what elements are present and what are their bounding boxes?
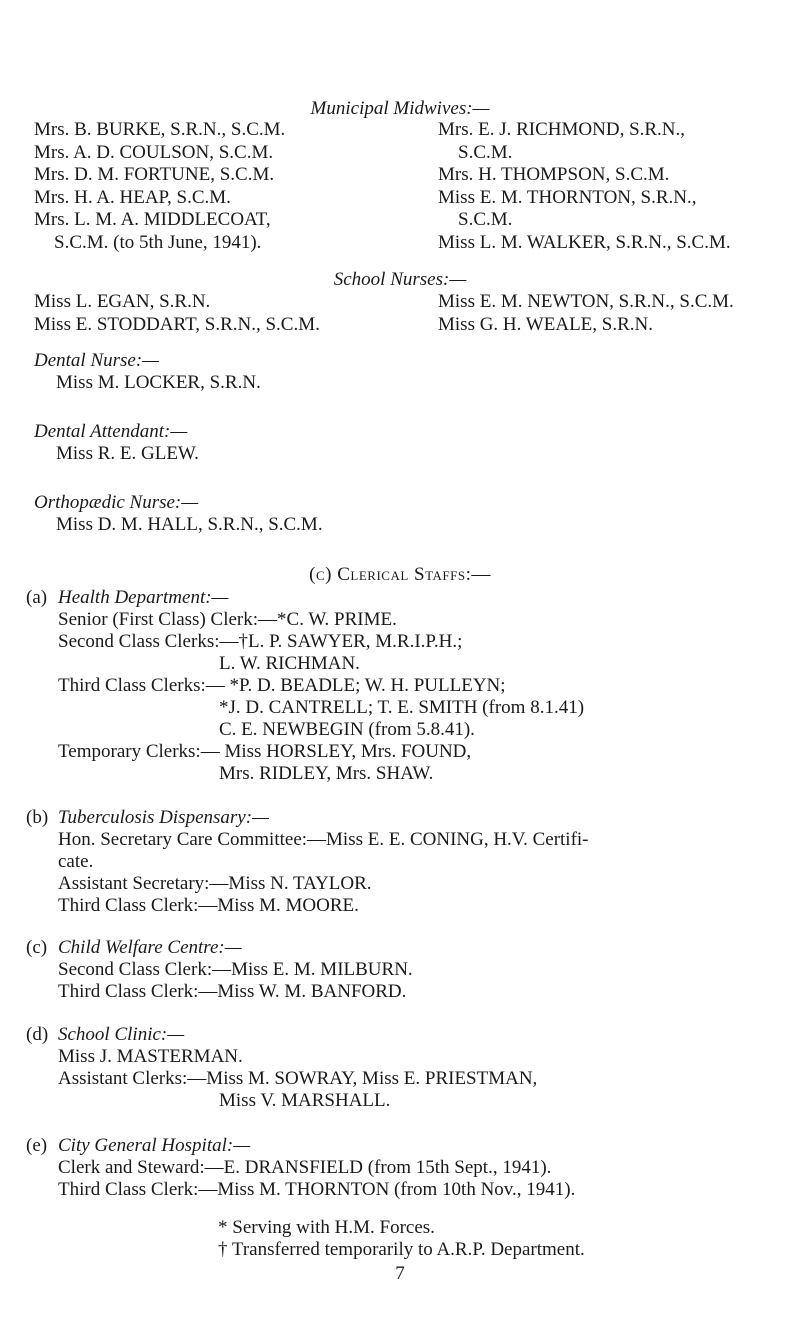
dental-nurse-heading: Dental Nurse:— — [34, 350, 160, 371]
nurse-entry: Miss E. M. NEWTON, S.R.N., S.C.M. — [438, 291, 734, 312]
clerical-staffs-heading: (c) Clerical Staffs:— — [309, 564, 491, 585]
tuberculosis-dispensary-title: Tuberculosis Dispensary:— — [58, 807, 269, 828]
clerk-line: Third Class Clerks:— *P. D. BEADLE; W. H. PULLEYN; — [58, 675, 506, 696]
clerk-line: Miss J. MASTERMAN. — [58, 1046, 243, 1067]
dental-nurse-name: Miss M. LOCKER, S.R.N. — [56, 372, 261, 393]
section-label: (b) — [26, 807, 49, 828]
nurse-entry: Miss E. STODDART, S.R.N., S.C.M. — [34, 313, 320, 335]
clerk-line: *J. D. CANTRELL; T. E. SMITH (from 8.1.41) — [219, 697, 585, 718]
midwife-entry: Miss E. M. THORNTON, S.R.N., — [438, 186, 697, 208]
city-general-hospital-title: City General Hospital:— — [58, 1135, 251, 1156]
footnote-transferred: † Transferred temporarily to A.R.P. Department. — [218, 1239, 585, 1260]
school-clinic-title: School Clinic:— — [58, 1024, 185, 1045]
school-nurses-right-column — [438, 291, 734, 336]
school-nurses-heading: School Nurses:— — [333, 269, 467, 290]
nurse-entry: Miss L. EGAN, S.R.N. — [34, 291, 211, 312]
midwife-entry: S.C.M. — [458, 141, 513, 163]
midwife-entry: Mrs. A. D. COULSON, S.C.M. — [34, 141, 274, 163]
orthopaedic-nurse-name: Miss D. M. HALL, S.R.N., S.C.M. — [56, 514, 323, 535]
clerk-line: Temporary Clerks:— Miss HORSLEY, Mrs. FOUND, — [58, 741, 472, 762]
midwife-entry: S.C.M. (to 5th June, 1941). — [54, 231, 262, 253]
midwife-entry: Mrs. L. M. A. MIDDLECOAT, — [34, 209, 271, 230]
clerk-line: Assistant Clerks:—Miss M. SOWRAY, Miss E. PRIESTMAN, — [58, 1068, 538, 1089]
clerk-line: Assistant Secretary:—Miss N. TAYLOR. — [58, 873, 372, 894]
clerk-line: Clerk and Steward:—E. DRANSFIELD (from 15th Sept., 1941). — [58, 1157, 552, 1178]
clerk-line: Hon. Secretary Care Committee:—Miss E. E. CONING, H.V. Certifi- — [58, 829, 589, 850]
page-number: 7 — [395, 1263, 405, 1284]
midwives-heading: Municipal Midwives:— — [310, 98, 490, 119]
dental-attendant-heading: Dental Attendant:— — [34, 421, 188, 442]
midwife-entry: Mrs. H. THOMPSON, S.C.M. — [438, 164, 670, 185]
section-label: (d) — [26, 1024, 49, 1045]
orthopaedic-nurse-heading: Orthopædic Nurse:— — [34, 492, 199, 513]
clerk-line: L. W. RICHMAN. — [219, 653, 360, 674]
school-nurses-left-column — [34, 291, 320, 336]
midwife-entry: Miss L. M. WALKER, S.R.N., S.C.M. — [438, 231, 731, 253]
clerk-line: Third Class Clerk:—Miss M. THORNTON (from 10th Nov., 1941). — [58, 1179, 576, 1200]
midwife-entry: S.C.M. — [458, 209, 513, 230]
midwives-left-column — [34, 119, 285, 254]
clerk-line: Third Class Clerk:—Miss M. MOORE. — [58, 895, 359, 916]
child-welfare-centre-title: Child Welfare Centre:— — [58, 937, 242, 958]
midwives-right-column — [438, 119, 731, 254]
clerk-line: Senior (First Class) Clerk:—*C. W. PRIME. — [58, 609, 397, 630]
dental-attendant-name: Miss R. E. GLEW. — [56, 443, 199, 464]
footnote-serving: * Serving with H.M. Forces. — [218, 1217, 435, 1238]
section-label: (c) — [26, 937, 48, 958]
health-department-title: Health Department:— — [58, 587, 229, 608]
clerk-line: cate. — [58, 851, 94, 872]
section-label: (e) — [26, 1135, 48, 1156]
clerk-line: Miss V. MARSHALL. — [219, 1090, 391, 1111]
nurse-entry: Miss G. H. WEALE, S.R.N. — [438, 313, 653, 335]
clerk-line: Second Class Clerks:—†L. P. SAWYER, M.R.I.P.H.; — [58, 631, 463, 652]
clerk-line: Mrs. RIDLEY, Mrs. SHAW. — [219, 763, 434, 784]
clerk-line: Third Class Clerk:—Miss W. M. BANFORD. — [58, 981, 407, 1002]
midwife-entry: Mrs. E. J. RICHMOND, S.R.N., — [438, 119, 686, 140]
midwife-entry: Mrs. B. BURKE, S.R.N., S.C.M. — [34, 119, 286, 140]
clerk-line: Second Class Clerk:—Miss E. M. MILBURN. — [58, 959, 413, 980]
midwife-entry: Mrs. D. M. FORTUNE, S.C.M. — [34, 164, 275, 185]
midwife-entry: Mrs. H. A. HEAP, S.C.M. — [34, 186, 231, 208]
clerk-line: C. E. NEWBEGIN (from 5.8.41). — [219, 719, 475, 740]
section-label: (a) — [26, 587, 48, 608]
